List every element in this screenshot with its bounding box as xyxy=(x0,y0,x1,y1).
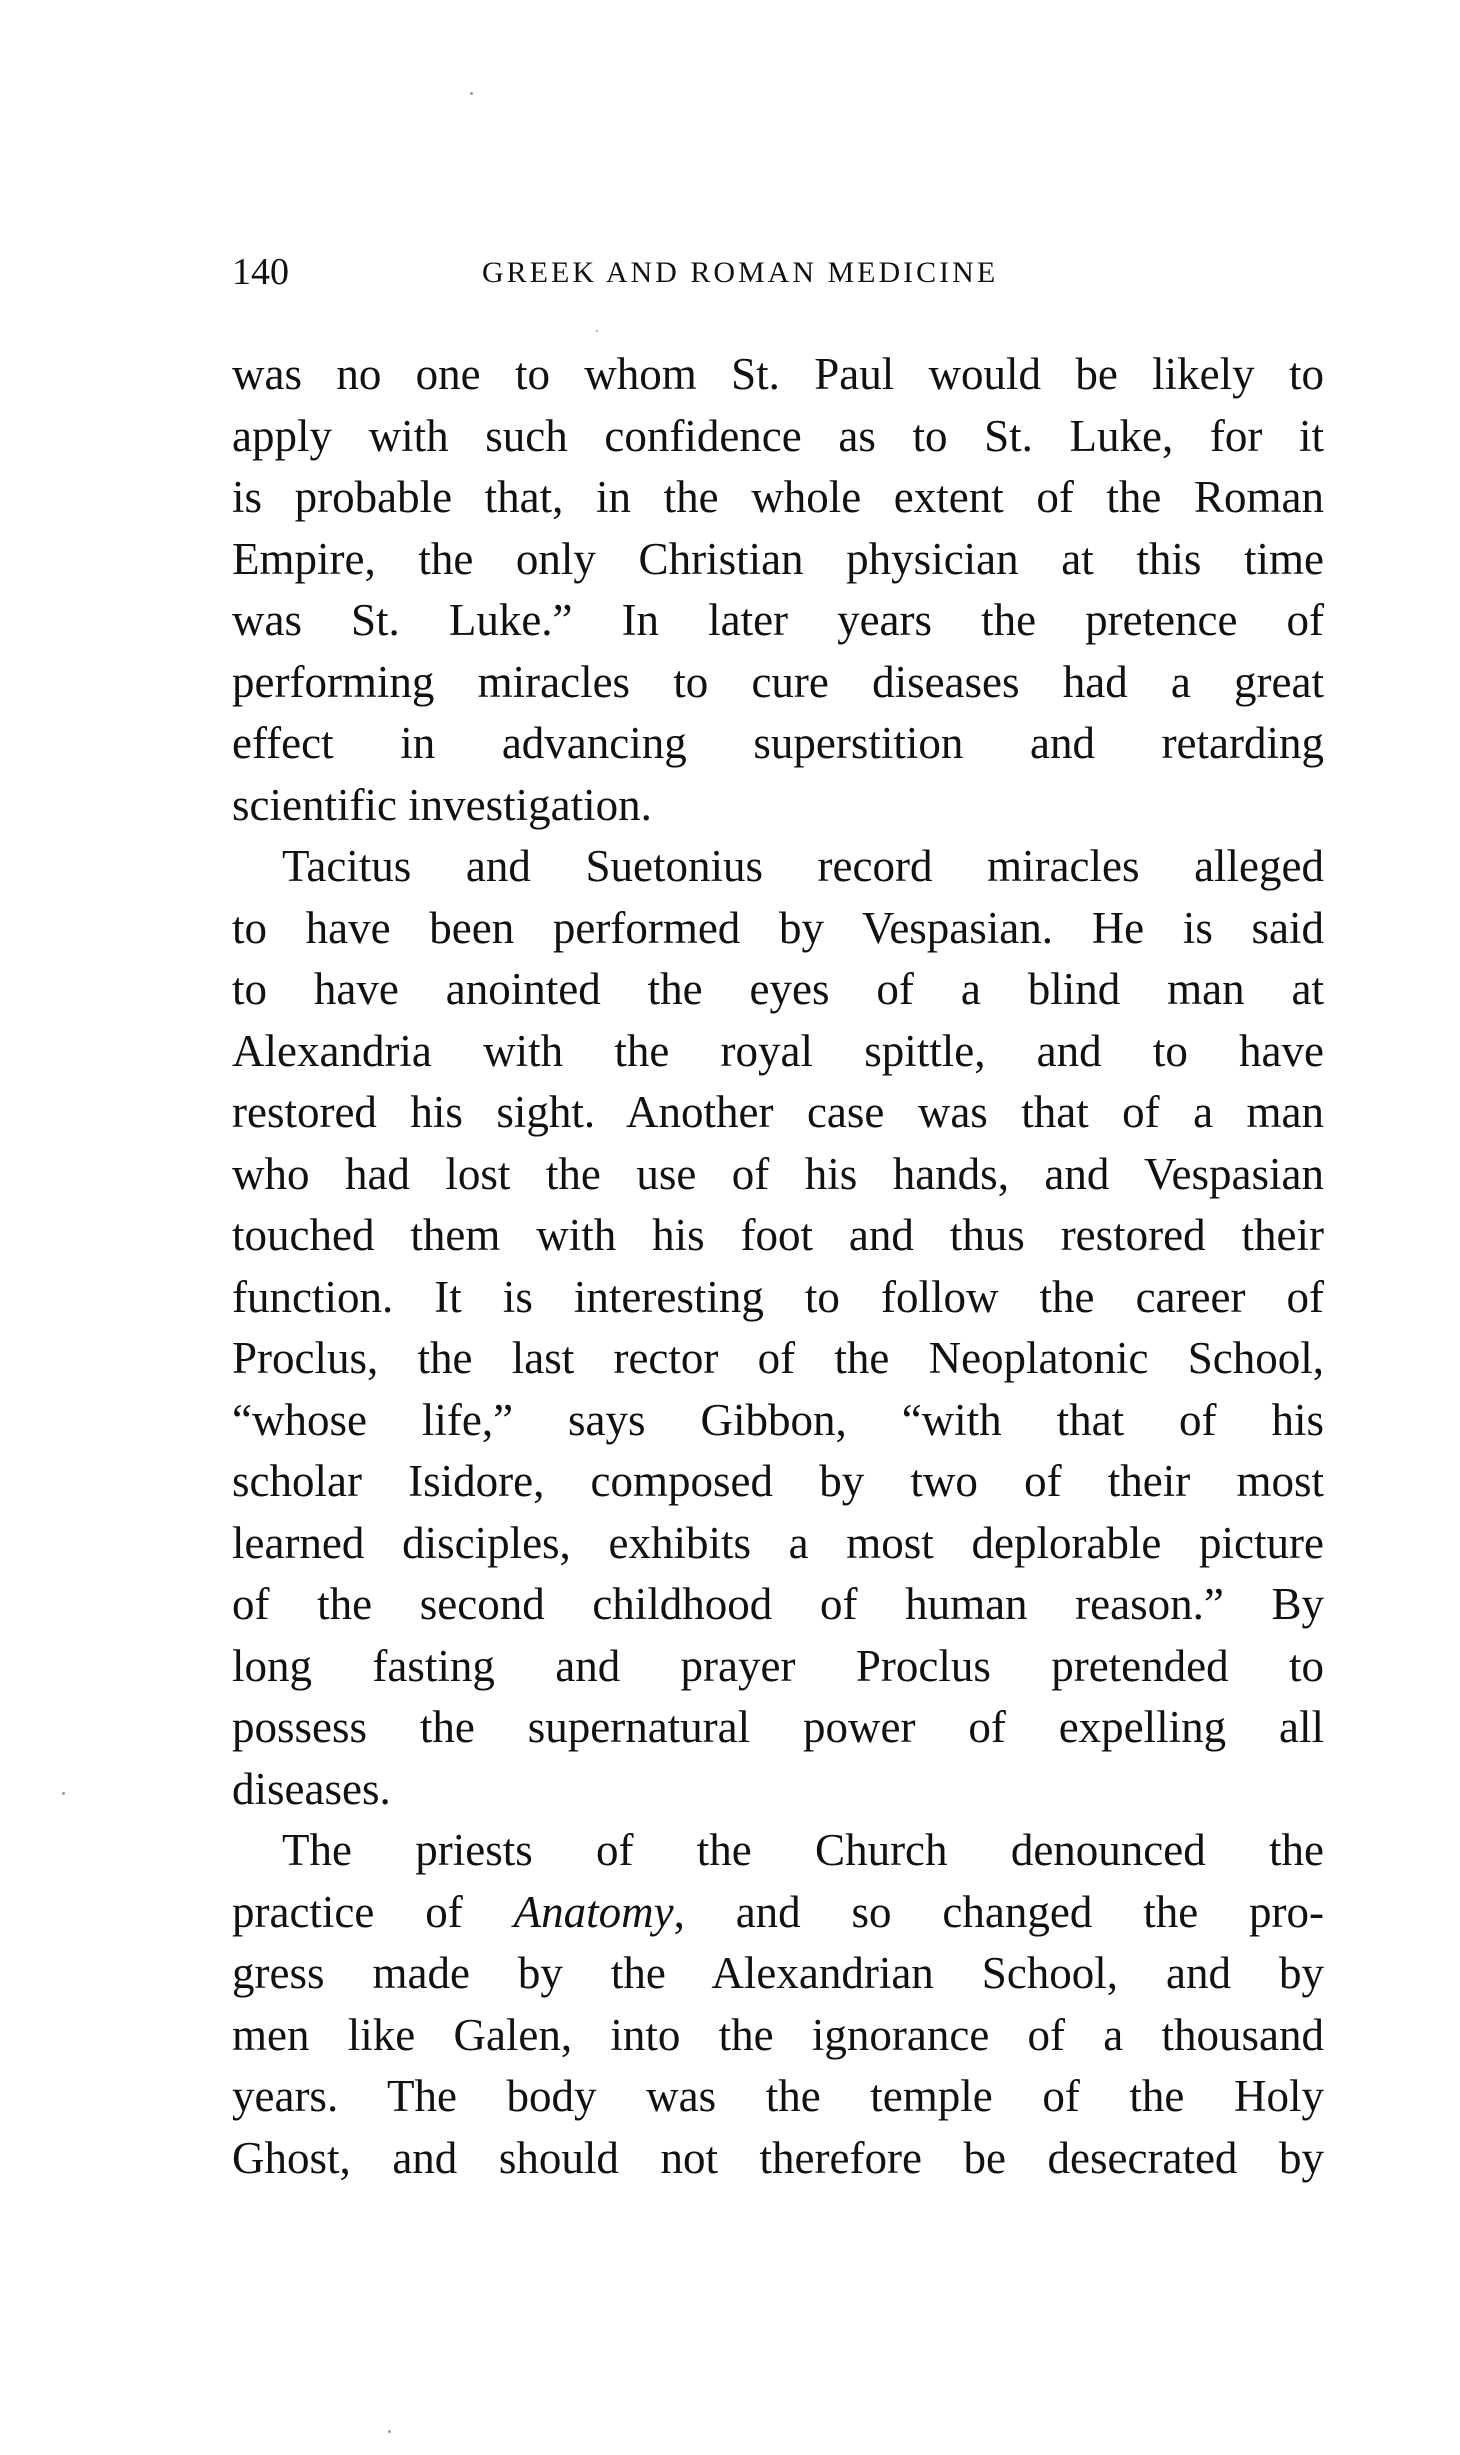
text-line: touched them with his foot and thus restored their xyxy=(232,1210,1324,1260)
text-line: effect in advancing superstition and retarding xyxy=(232,718,1324,768)
text-line: practice of Anatomy, and so changed the pro- xyxy=(232,1886,1324,1937)
text-line: apply with such confidence as to St. Luke, for it xyxy=(232,410,1324,461)
speck-mark xyxy=(470,92,473,95)
text-line: learned disciples, exhibits a most deplorable picture xyxy=(232,1517,1324,1568)
page-number: 140 xyxy=(232,251,289,293)
text-line: scientific investigation. xyxy=(232,779,652,830)
text-line: restored his sight. Another case was that of a man xyxy=(232,1087,1324,1137)
text-line: to have been performed by Vespasian. He is said xyxy=(232,902,1324,953)
text-line: who had lost the use of his hands, and Vespasian xyxy=(232,1148,1324,1199)
running-head: GREEK AND ROMAN MEDICINE xyxy=(482,256,999,289)
text-line: Alexandria with the royal spittle, and to have xyxy=(232,1025,1324,1076)
text-line: The priests of the Church denounced the xyxy=(282,1825,1324,1875)
speck-mark xyxy=(388,2430,391,2433)
body-text xyxy=(232,344,1324,2189)
text-line: is probable that, in the whole extent of the Roman xyxy=(232,472,1324,522)
text-line: function. It is interesting to follow the career of xyxy=(232,1271,1324,1322)
text-line: Ghost, and should not therefore be desecrated by xyxy=(232,2132,1324,2183)
text-line: to have anointed the eyes of a blind man at xyxy=(232,964,1324,1014)
text-line: diseases. xyxy=(232,1763,391,1814)
text-line: years. The body was the temple of the Holy xyxy=(232,2071,1324,2121)
text-line: gress made by the Alexandrian School, and by xyxy=(232,1948,1324,1998)
text-line: men like Galen, into the ignorance of a thousand xyxy=(232,2009,1324,2060)
text-line: was St. Luke.” In later years the pretence of xyxy=(232,595,1324,645)
text-line: Tacitus and Suetonius record miracles alleged xyxy=(282,841,1324,891)
italic-term: Anatomy xyxy=(513,1886,674,1937)
text-line: was no one to whom St. Paul would be likely to xyxy=(232,349,1324,399)
text-line: performing miracles to cure diseases had a great xyxy=(232,656,1324,707)
speck-mark xyxy=(596,330,598,332)
text-line: of the second childhood of human reason.” By xyxy=(232,1579,1324,1629)
text-line: “whose life,” says Gibbon, “with that of his xyxy=(232,1394,1324,1445)
text-line: long fasting and prayer Proclus pretended to xyxy=(232,1640,1324,1691)
text-line: possess the supernatural power of expelling all xyxy=(232,1702,1324,1752)
text-line: Empire, the only Christian physician at this time xyxy=(232,533,1324,584)
page-header xyxy=(232,248,1324,296)
text-line: scholar Isidore, composed by two of their most xyxy=(232,1456,1324,1506)
text-line: Proclus, the last rector of the Neoplatonic School, xyxy=(232,1333,1324,1383)
speck-mark xyxy=(62,1792,65,1795)
